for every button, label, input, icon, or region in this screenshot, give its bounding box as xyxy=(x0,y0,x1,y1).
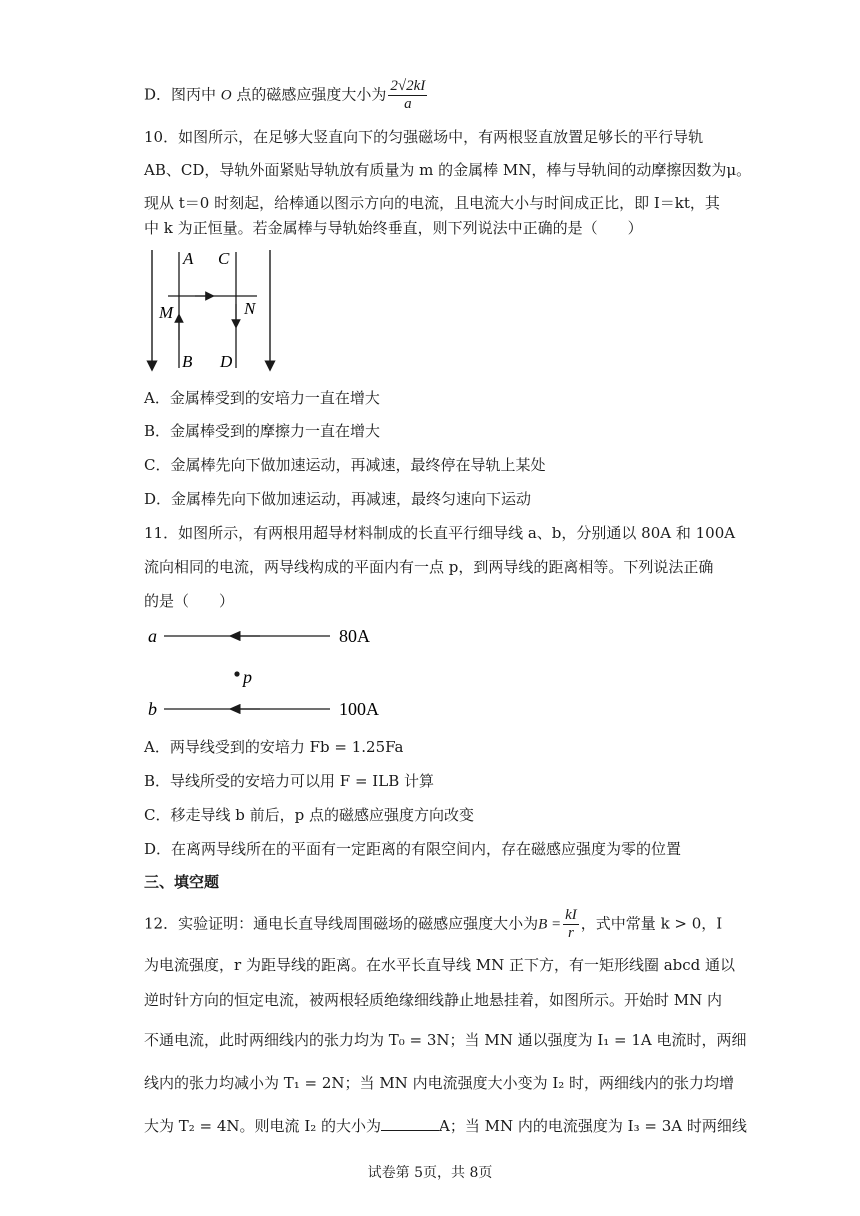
q12-stem-line4: 不通电流，此时两细线内的张力均为 T₀ = 3N；当 MN 通以强度为 I₁ = 1A 电流时，两细 xyxy=(144,1031,747,1049)
q11-label-b: b xyxy=(148,699,157,719)
q10-label-c: C xyxy=(218,249,230,268)
q10-figure xyxy=(140,240,290,375)
q12-line6-suffix: A；当 MN 内的电流强度为 I₃ = 3A 时两细线 xyxy=(439,1117,747,1135)
q12-formula-fraction xyxy=(563,907,579,942)
q12-stem-line6 xyxy=(144,1116,747,1136)
q11-point-p xyxy=(234,671,239,676)
q9-fraction-numerator: 2√2kI xyxy=(390,78,426,94)
q10-stem-line1: 10．如图所示，在足够大竖直向下的匀强磁场中，有两根竖直放置足够长的平行导轨 xyxy=(144,128,704,146)
q9-fraction-denominator: a xyxy=(404,96,412,112)
q9-option-d-mid: 点的磁感应强度大小为 xyxy=(231,85,387,104)
q12-line6-prefix: 大为 T₂ = 4N。则电流 I₂ 的大小为 xyxy=(144,1117,382,1135)
q12-formula-lhs: B = xyxy=(538,916,562,933)
section-3-title: 三、填空题 xyxy=(144,873,220,891)
q12-fraction-denominator: r xyxy=(568,925,574,941)
q11-label-80a: 80A xyxy=(339,626,370,646)
q11-label-a: a xyxy=(148,626,157,646)
page-footer: 试卷第 5页，共 8页 xyxy=(367,1165,493,1181)
q11-stem-line3: 的是（ ） xyxy=(144,592,235,610)
q10-option-a: A．金属棒受到的安培力一直在增大 xyxy=(144,389,380,407)
q12-line1-prefix: 12．实验证明：通电长直导线周围磁场的磁感应强度大小为 xyxy=(144,914,539,933)
q12-stem-line1 xyxy=(144,907,722,942)
q11-figure xyxy=(140,620,400,725)
q11-option-d: D．在离两导线所在的平面有一定距离的有限空间内，存在磁感应强度为零的位置 xyxy=(144,840,682,858)
q10-option-d: D．金属棒先向下做加速运动，再减速，最终匀速向下运动 xyxy=(144,490,532,508)
q12-line1-suffix: ，式中常量 k > 0，I xyxy=(580,914,723,933)
q9-option-d-fraction xyxy=(388,78,427,113)
q11-option-a: A．两导线受到的安培力 Fb = 1.25Fa xyxy=(144,738,404,756)
q12-stem-line2: 为电流强度，r 为距导线的距离。在水平长直导线 MN 正下方，有一矩形线圈 abcd 通以 xyxy=(144,956,736,974)
q10-label-n: N xyxy=(244,299,256,318)
q10-stem-line3: 现从 t＝0 时刻起，给棒通以图示方向的电流，且电流大小与时间成正比，即 I＝kt，其 xyxy=(144,194,720,212)
q9-option-d-o: O xyxy=(220,87,232,104)
q9-option-d-prefix: D．图丙中 xyxy=(144,85,221,104)
q10-stem-line4: 中 k 为正恒量。若金属棒与导轨始终垂直，则下列说法中正确的是（ ） xyxy=(144,219,643,237)
q11-option-c: C．移走导线 b 前后，p 点的磁感应强度方向改变 xyxy=(144,806,474,824)
q12-fraction-numerator: kI xyxy=(565,907,577,923)
q10-label-d: D xyxy=(220,352,233,371)
q10-stem-line2: AB、CD，导轨外面紧贴导轨放有质量为 m 的金属棒 MN，棒与导轨间的动摩擦因数为μ。 xyxy=(144,161,752,179)
q10-option-c: C．金属棒先向下做加速运动，再减速，最终停在导轨上某处 xyxy=(144,456,546,474)
q11-stem-line2: 流向相同的电流，两导线构成的平面内有一点 p，到两导线的距离相等。下列说法正确 xyxy=(144,558,714,576)
q10-label-m: M xyxy=(159,303,174,322)
q11-label-p: p xyxy=(243,667,252,687)
q11-option-b: B．导线所受的安培力可以用 F = ILB 计算 xyxy=(144,772,434,790)
q11-stem-line1: 11．如图所示，有两根用超导材料制成的长直平行细导线 a、b，分别通以 80A 和 100A xyxy=(144,524,736,542)
q10-option-b: B．金属棒受到的摩擦力一直在增大 xyxy=(144,422,381,440)
q10-label-b: B xyxy=(182,352,193,371)
q9-option-d xyxy=(144,78,429,113)
q12-stem-line3: 逆时针方向的恒定电流，被两根轻质绝缘细线静止地悬挂着，如图所示。开始时 MN 内 xyxy=(144,991,723,1009)
q12-stem-line5: 线内的张力均减小为 T₁ = 2N；当 MN 内电流强度大小变为 I₂ 时，两细线内的张力均增 xyxy=(144,1074,735,1092)
q12-answer-blank[interactable] xyxy=(381,1116,439,1131)
q11-label-100a: 100A xyxy=(339,699,379,719)
q10-label-a: A xyxy=(183,249,194,268)
